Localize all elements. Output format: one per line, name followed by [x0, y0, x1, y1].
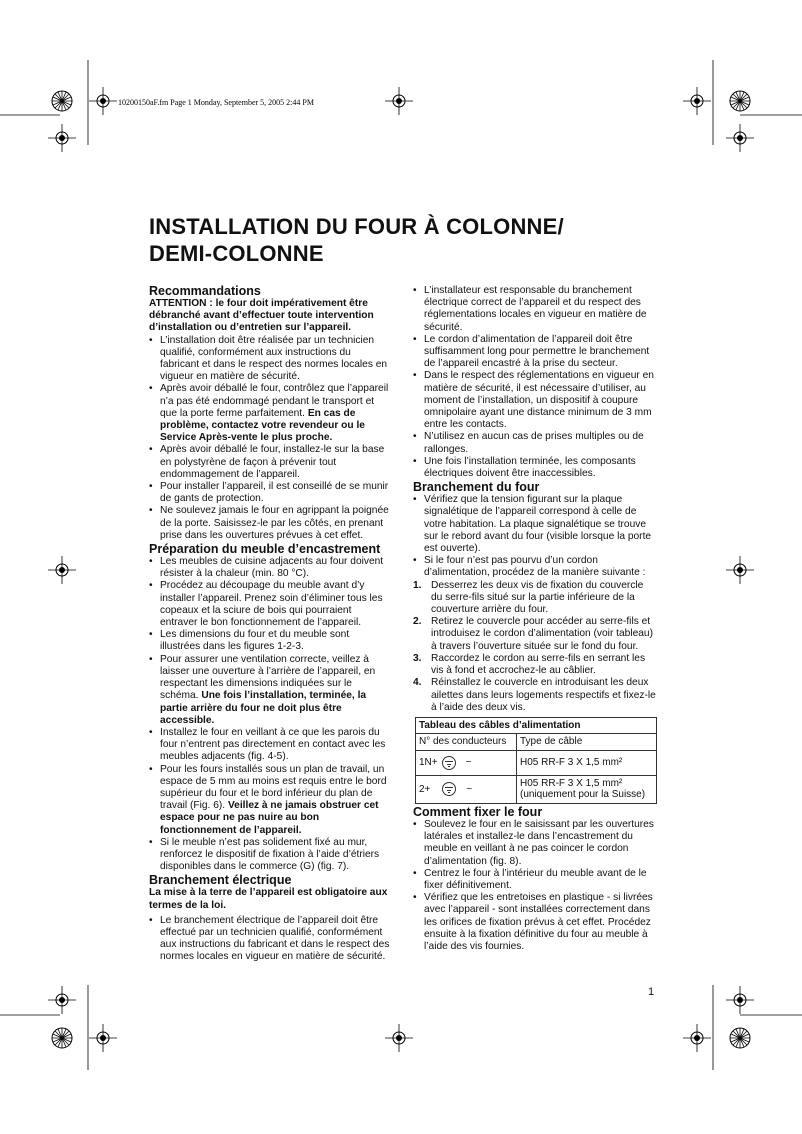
- list-item: • Pour installer l’appareil, il est conseillé de se munir de gants de protection.: [149, 481, 391, 505]
- list-item: • Pour les fours installés sous un plan de travail, un espace de 5 mm au moins est requis entre le bord supérieur du four et le bord inférieur du plan de travail (Fig. 6). Veillez à ne jamais obstruer cet espace pour ne pas nuire au bon fonctionnement de l’appareil.: [149, 764, 391, 837]
- list-item: • Les meubles de cuisine adjacents au four doivent résister à la chaleur (min. 80 °C).: [149, 556, 391, 580]
- title-line-1: INSTALLATION DU FOUR À COLONNE/: [149, 214, 564, 239]
- recommandations-list: [149, 335, 391, 542]
- list-item: • Le branchement électrique de l’appareil doit être effectué par un technicien qualifié, conformément aux instructions du fabricant et dans le respect des normes locales en vigueur en matière de sécurité.: [149, 915, 391, 964]
- heading-fixer-four: Comment fixer le four: [413, 804, 543, 819]
- list-item: • Dans le respect des réglementations en vigueur en matière de sécurité, il est nécessaire d’utiliser, au moment de l’installation, un dispositif à coupure omnipolaire ayant une distance minimum de 3 mm entre les contacts.: [413, 370, 657, 431]
- ground-icon: [442, 782, 456, 796]
- page-title: [149, 213, 709, 267]
- table-header-cell: Type de câble: [517, 734, 657, 751]
- cable-table: [415, 717, 657, 804]
- ground-icon: [442, 756, 456, 770]
- list-item: • Les dimensions du four et du meuble sont illustrées dans les figures 1-2-3.: [149, 629, 391, 653]
- heading-recommandations: Recommandations: [149, 284, 261, 298]
- attention-notice: ATTENTION : le four doit impérativement être débranché avant d’effectuer toute intervention d’installation ou d’entretien sur l’appareil.: [149, 298, 374, 334]
- left-column: [149, 284, 391, 964]
- list-item: • Le cordon d’alimentation de l’appareil doit être suffisamment long pour permettre le branchement de l’appareil encastré à la prise du secteur.: [413, 334, 657, 371]
- list-item: • Ne soulevez jamais le four en agrippant la poignée de la porte. Saisissez-le par les côtés, en prenant prise dans les ouvertures prévues à cet effet.: [149, 505, 391, 542]
- list-item: • Pour assurer une ventilation correcte, veillez à laisser une ouverture à l’arrière de l’appareil, en respectant les dimensions indiquées sur le schéma. Une fois l’installation, terminée, la partie arrière du four ne doit plus être accessible.: [149, 654, 391, 727]
- list-item: • Une fois l’installation terminée, les composants électriques doivent être inaccessibles.: [413, 456, 657, 480]
- electrical-safety-list: [413, 285, 657, 480]
- ground-notice: La mise à la terre de l’appareil est obligatoire aux termes de la loi.: [149, 887, 388, 911]
- heading-branchement-electrique: Branchement électrique: [149, 873, 292, 888]
- file-info: 10200150aF.fm Page 1 Monday, September 5, 2005 2:44 PM: [118, 98, 314, 107]
- bottom-marks: [0, 985, 802, 1070]
- branchement-electrique-list: [149, 915, 391, 964]
- preparation-list: [149, 556, 391, 873]
- table-header-cell: N° des conducteurs: [416, 734, 517, 751]
- list-item: • Après avoir déballé le four, contrôlez que l’appareil n’a pas été endommagé pendant le transport et que la porte ferme parfaitement. En cas de problème, contactez votre revendeur ou le Service Après-vente le plus proche.: [149, 383, 391, 444]
- table-title: Tableau des câbles d’alimentation: [416, 717, 657, 734]
- list-item: • Si le meuble n’est pas solidement fixé au mur, renforcez le dispositif de fixation à l’aide d’étriers disponibles dans le commerce (G) (fig. 7).: [149, 837, 391, 874]
- steps-list: [413, 580, 657, 714]
- list-item: • Installez le four en veillant à ce que les parois du four n’entrent pas directement en contact avec les meubles adjacents (fig. 4-5).: [149, 727, 391, 764]
- title-line-2: DEMI-COLONNE: [149, 241, 324, 266]
- step-item: 2. Retirez le couvercle pour accéder au serre-fils et introduisez le cordon d’alimentation (voir tableau) à travers l’ouverture située sur le fond du four.: [413, 616, 653, 652]
- heading-branchement-four: Branchement du four: [413, 480, 540, 495]
- table-row: [416, 775, 657, 803]
- list-item: • N’utilisez en aucun cas de prises multiples ou de rallonges.: [413, 431, 657, 455]
- list-item: • L’installateur est responsable du branchement électrique correct de l’appareil et du respect des réglementations locales en vigueur en matière de sécurité.: [413, 285, 657, 334]
- table-cell: 2+ ~: [416, 775, 517, 803]
- step-item: 3. Raccordez le cordon au serre-fils en serrant les vis à fond et accrochez-le au câblier.: [413, 652, 646, 677]
- table-row: [416, 750, 657, 775]
- fixer-list: [413, 819, 657, 953]
- table-cell: H05 RR-F 3 X 1,5 mm² (uniquement pour la Suisse): [517, 775, 657, 803]
- table-header-row: [416, 734, 657, 751]
- list-item: • Procédez au découpage du meuble avant d’y installer l’appareil. Prenez soin d’éliminer tous les copeaux et la sciure de bois qui pourraient entraver le bon fonctionnement de l’appareil.: [149, 580, 391, 629]
- branchement-four-list: [413, 494, 657, 579]
- list-item: • Si le four n’est pas pourvu d’un cordon d’alimentation, procédez de la manière suivante :: [413, 555, 657, 579]
- step-item: 1. Desserrez les deux vis de fixation du couvercle du serre-fils situé sur la partie inférieure de la couverture arrière du four.: [413, 579, 644, 616]
- list-item: • L’installation doit être réalisée par un technicien qualifié, conformément aux instructions du fabricant et dans le respect des normes locales en vigueur en matière de sécurité.: [149, 335, 391, 384]
- step-item: 4. Réinstallez le couvercle en introduisant les deux ailettes dans leurs logements respectifs et fixez-le à l’aide des deux vis.: [413, 677, 656, 713]
- list-item: • Après avoir déballé le four, installez-le sur la base en polystyrène de façon à prévenir tout endommagement de l’appareil.: [149, 444, 391, 481]
- page-number: 1: [648, 986, 655, 998]
- list-item: • Soulevez le four en le saisissant par les ouvertures latérales et installez-le dans l’encastrement du meuble en veillant à ne pas coincer le cordon d’alimentation (fig. 8).: [413, 819, 657, 868]
- right-column: [413, 285, 657, 953]
- list-item: • Centrez le four à l’intérieur du meuble avant de le fixer définitivement.: [413, 868, 657, 892]
- table-cell: H05 RR-F 3 X 1,5 mm²: [517, 750, 657, 775]
- list-item: • Vérifiez que les entretoises en plastique - si livrées avec l’appareil - sont installées correctement dans les orifices de fixation prévus à cet effet. Procédez ensuite à la fixation définitive du four au meuble à l’aide des vis fournies.: [413, 892, 657, 953]
- heading-preparation: Préparation du meuble d’encastrement: [149, 542, 381, 557]
- list-item: • Vérifiez que la tension figurant sur la plaque signalétique de l’appareil correspond à celle de votre habitation. La plaque signalétique se trouve sur le rebord avant du four (visible lorsque la porte est ouverte).: [413, 494, 657, 555]
- table-cell: 1N+ ~: [416, 750, 517, 775]
